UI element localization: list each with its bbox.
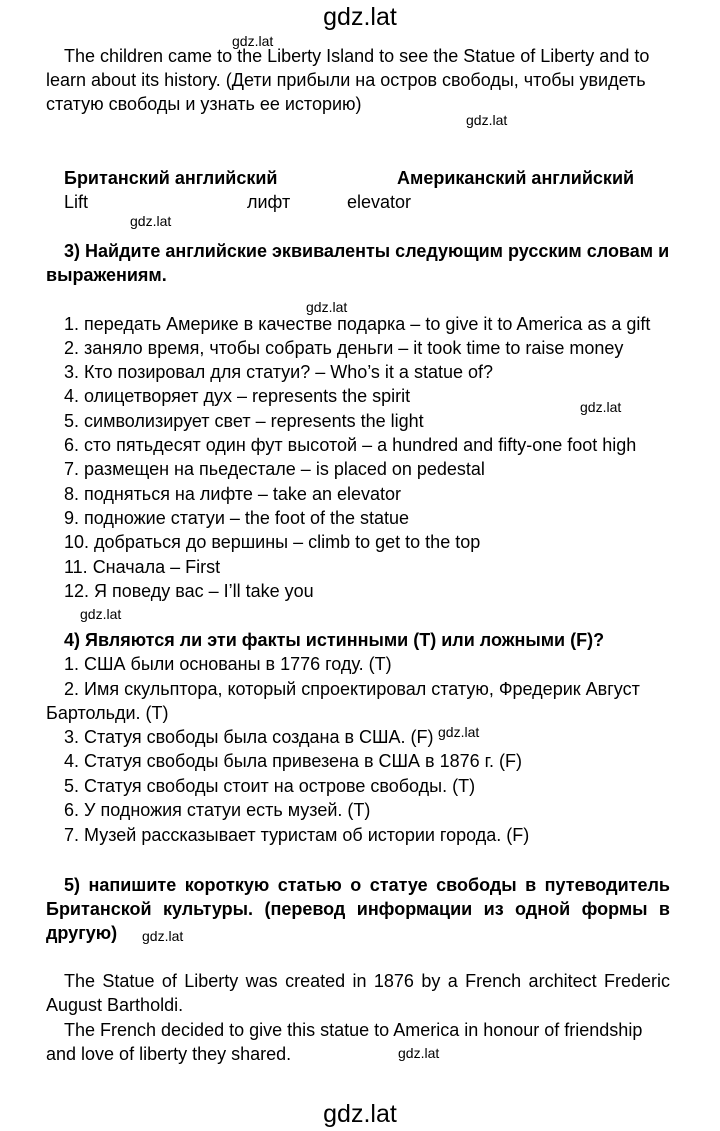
list-item: 1. передать Америке в качестве подарка – to give it to America as a gift — [64, 314, 651, 334]
list-item: 9. подножие статуи – the foot of the statue — [64, 508, 410, 528]
list-item: 8. подняться на лифте – take an elevator — [64, 484, 402, 504]
watermark: gdz.lat — [466, 112, 508, 128]
watermark: gdz.lat — [306, 299, 348, 315]
article-line: and love of liberty they shared. — [46, 1044, 292, 1064]
table-header-british: Британский английский — [64, 168, 278, 188]
list-item: 10. добраться до вершины – climb to get to the top — [64, 532, 481, 552]
list-item: 11. Сначала – First — [64, 557, 221, 577]
list-item: 5. Статуя свободы стоит на острове свободы. (T) — [64, 776, 476, 796]
list-item: 5. символизирует свет – represents the light — [64, 411, 424, 431]
task5-title: Британской культуры. (перевод информации из одной формы в — [46, 899, 670, 919]
table-cell-british: Lift — [64, 192, 89, 212]
list-item: 6. сто пятьдесят один фут высотой – a hundred and fifty-one foot high — [64, 435, 637, 455]
watermark: gdz.lat — [130, 213, 172, 229]
list-item: Бартольди. (T) — [46, 703, 169, 723]
watermark-bottom: gdz.lat — [323, 1100, 397, 1128]
list-item: 4. олицетворяет дух – represents the spirit — [64, 386, 411, 406]
list-item: 3. Статуя свободы была создана в США. (F) — [64, 727, 434, 747]
list-item: 4. Статуя свободы была привезена в США в 1876 г. (F) — [64, 751, 522, 771]
task3-title: выражениям. — [46, 265, 167, 285]
watermark-top: gdz.lat — [323, 3, 397, 31]
watermark: gdz.lat — [142, 928, 184, 944]
list-item: 7. Музей рассказывает туристам об истории города. (F) — [64, 825, 530, 845]
article-line: August Bartholdi. — [46, 995, 184, 1015]
watermark: gdz.lat — [438, 724, 480, 740]
list-item: 3. Кто позировал для статуи? – Who’s it a statue of? — [64, 362, 494, 382]
article-line: The French decided to give this statue to America in honour of friendship — [64, 1020, 643, 1040]
task4-title: 4) Являются ли эти факты истинными (T) или ложными (F)? — [64, 630, 605, 650]
intro-line: статую свободы и узнать ее историю) — [46, 94, 362, 114]
watermark: gdz.lat — [580, 399, 622, 415]
table-cell-russian: лифт — [247, 192, 291, 212]
intro-line: learn about its history. (Дети прибыли на остров свободы, чтобы увидеть — [46, 70, 646, 90]
task5-title: 5) напишите короткую статью о статуе свободы в путеводитель — [64, 875, 670, 895]
list-item: 7. размещен на пьедестале – is placed on pedestal — [64, 459, 485, 479]
watermark: gdz.lat — [398, 1045, 440, 1061]
list-item: 2. заняло время, чтобы собрать деньги – it took time to raise money — [64, 338, 624, 358]
watermark: gdz.lat — [80, 606, 122, 622]
task3-title: 3) Найдите английские эквиваленты следующим русским словам и — [64, 241, 670, 261]
intro-line: The children came to the Liberty Island to see the Statue of Liberty and to — [64, 46, 650, 66]
table-cell-american: elevator — [347, 192, 412, 212]
list-item: 2. Имя скульптора, который спроектировал статую, Фредерик Август — [64, 679, 640, 699]
watermark: gdz.lat — [232, 33, 274, 49]
task5-title: другую) — [46, 923, 118, 943]
list-item: 1. США были основаны в 1776 году. (T) — [64, 654, 392, 674]
list-item: 12. Я поведу вас – I’ll take you — [64, 581, 314, 601]
table-header-american: Американский английский — [397, 168, 635, 188]
list-item: 6. У подножия статуи есть музей. (T) — [64, 800, 371, 820]
article-line: The Statue of Liberty was created in 1876 by a French architect Frederic — [64, 971, 670, 991]
